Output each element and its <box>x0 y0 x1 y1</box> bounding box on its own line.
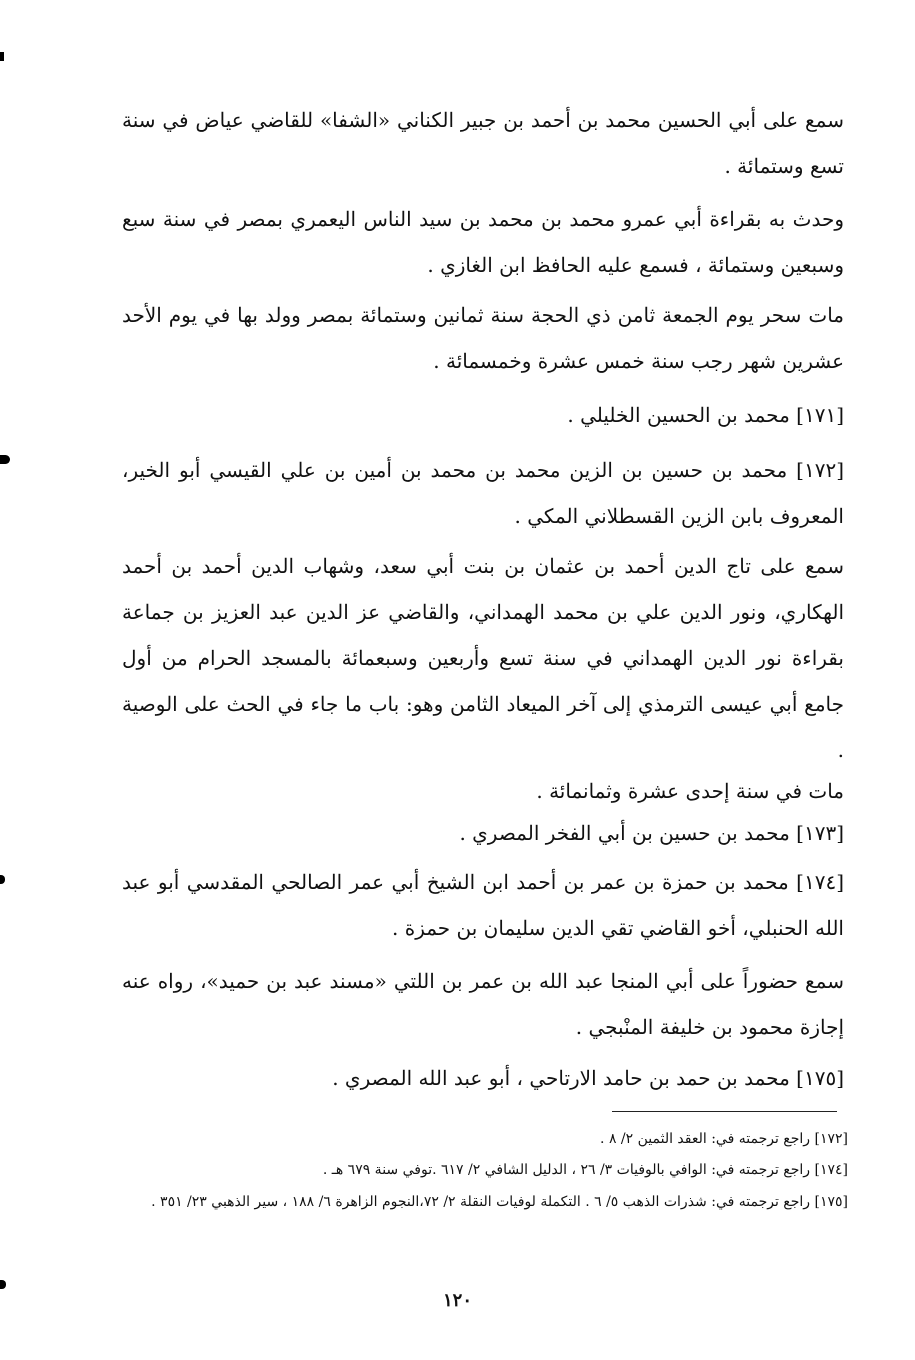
paragraph-3: مات سحر يوم الجمعة ثامن ذي الحجة سنة ثمانين وستمائة بمصر وولد بها في يوم الأحد عشرين شهر رجب سنة خمس عشرة وخمسمائة . <box>122 303 844 373</box>
entry-174: [١٧٤] محمد بن حمزة بن عمر بن أحمد ابن الشيخ أبي عمر الصالحي المقدسي أبو عبد الله الحنبلي، أخو القاضي تقي الدين سليمان بن حمزة . <box>122 870 844 940</box>
entry-175: [١٧٥] محمد بن حمد بن حامد الارتاحي ، أبو عبد الله المصري . <box>332 1066 844 1090</box>
footnote-175: [١٧٥] راجع ترجمته في: شذرات الذهب ٥/ ٦ . التكملة لوفيات النقلة ٢/ ٧٢،النجوم الزاهرة ٦/ ١٨٨ ، سير الذهبي ٢٣/ ٣٥١ . <box>151 1194 848 1210</box>
scan-mark-left-2 <box>0 455 10 464</box>
entry-173: [١٧٣] محمد بن حسين بن أبي الفخر المصري . <box>459 821 844 845</box>
footnote-separator <box>612 1111 837 1112</box>
scan-mark-left-3 <box>0 875 5 884</box>
paragraph-entry-172-death: مات في سنة إحدى عشرة وثمانمائة . <box>536 779 844 803</box>
footnote-174: [١٧٤] راجع ترجمته في: الوافي بالوفيات ٣/ ٢٦ ، الدليل الشافي ٢/ ٦١٧ .توفي سنة ٦٧٩ هـ . <box>322 1162 848 1178</box>
scan-mark-left-1 <box>0 52 4 61</box>
scan-mark-left-4 <box>0 1280 6 1289</box>
paragraph-1: سمع على أبي الحسين محمد بن أحمد بن جبير الكناني «الشفا» للقاضي عياض في سنة تسع وستمائة . <box>122 108 844 178</box>
paragraph-2: وحدث به بقراءة أبي عمرو محمد بن محمد بن سيد الناس اليعمري بمصر في سنة سبع وسبعين وستمائة ، فسمع عليه الحافظ ابن الغازي . <box>122 207 844 277</box>
page-number: ١٢٠ <box>442 1290 472 1311</box>
entry-171: [١٧١] محمد بن الحسين الخليلي . <box>567 403 844 427</box>
footnote-172: [١٧٢] راجع ترجمته في: العقد الثمين ٢/ ٨ . <box>600 1131 848 1147</box>
paragraph-entry-174-sama: سمع حضوراً على أبي المنجا عبد الله بن عمر بن اللتي «مسند عبد بن حميد»، رواه عنه إجازة محمود بن خليفة المنْبجي . <box>122 969 844 1039</box>
paragraph-entry-172-sama: سمع على تاج الدين أحمد بن عثمان بن بنت أبي سعد، وشهاب الدين أحمد بن أحمد الهكاري، ونور الدين علي بن محمد الهمداني، والقاضي عز الدين عبد العزيز بن جماعة بقراءة نور الدين الهمداني في سنة تسع وأربعين وسبعمائة بالمسجد الحرام من أول جامع أبي عيسى الترمذي إلى آخر الميعاد الثامن وهو: باب ما جاء في الحث على الوصية . <box>122 554 844 762</box>
entry-172: [١٧٢] محمد بن حسين بن الزين محمد بن محمد بن أمين بن علي القيسي أبو الخير، المعروف بابن الزين القسطلاني المكي . <box>122 458 844 528</box>
